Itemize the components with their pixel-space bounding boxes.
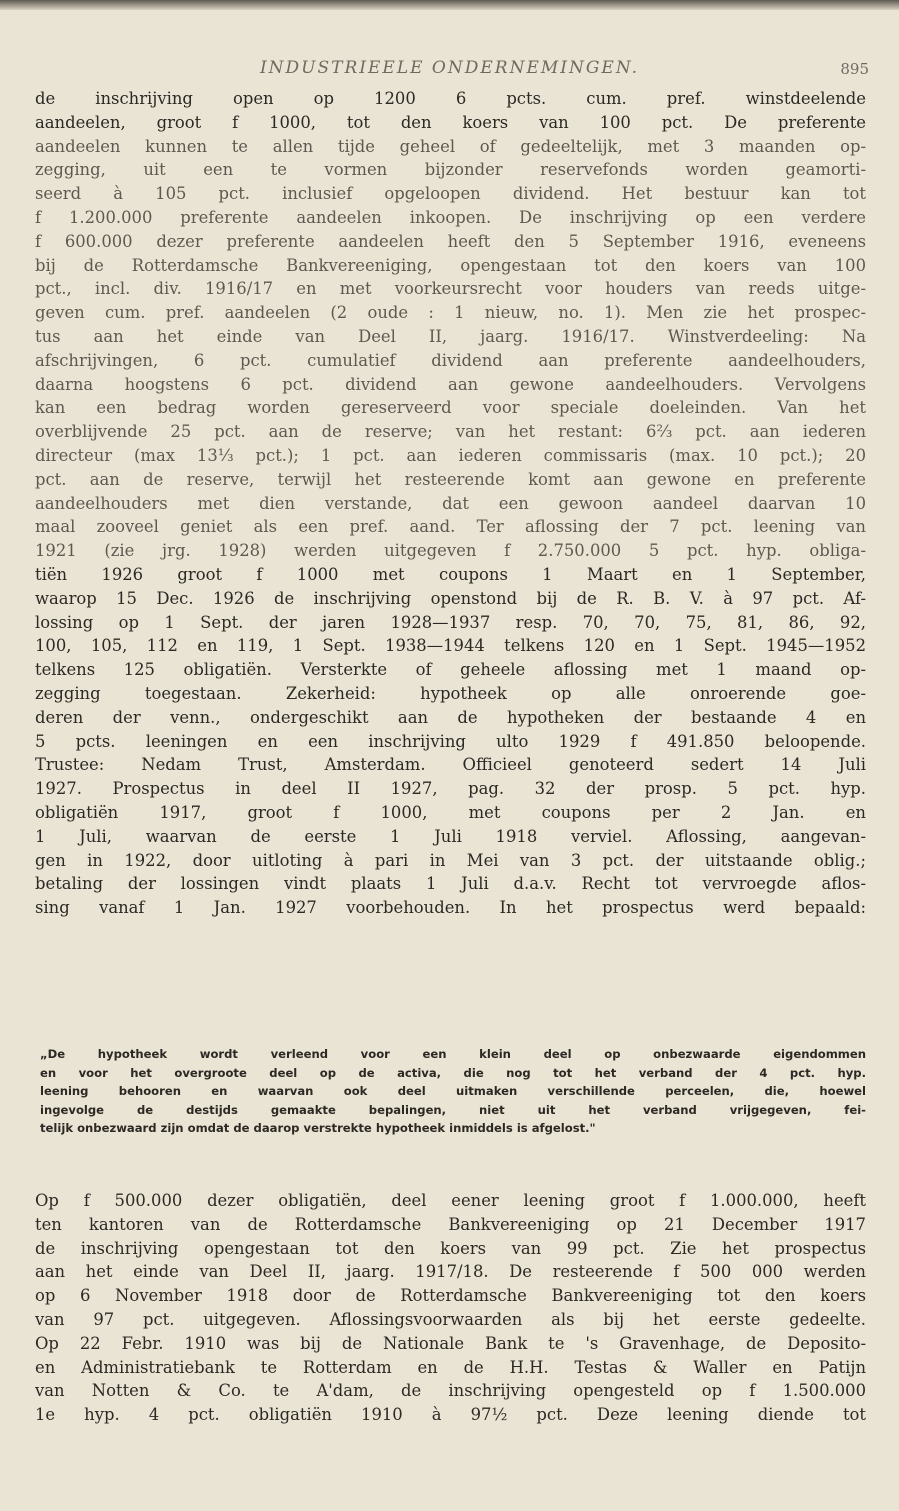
text-line: Op 22 Febr. 1910 was bij de Nationale Bank te 's Gravenhage, de Deposito- [35,1333,866,1353]
text-line: aandeelen, groot f 1000, tot den koers van 100 pct. De preferente [35,112,866,132]
text-line: pct., incl. div. 1916/17 en met voorkeursrecht voor houders van reeds uitge- [35,279,866,299]
text-line: maal zooveel geniet als een pref. aand. Ter aflossing der 7 pct. leening van [35,517,866,537]
text-line: ten kantoren van de Rotterdamsche Bankvereeniging op 21 December 1917 [35,1214,866,1234]
text-line: 100, 105, 112 en 119, 1 Sept. 1938—1944 telkens 120 en 1 Sept. 1945—1952 [35,636,866,656]
text-line: 1927. Prospectus in deel II 1927, pag. 32 der prosp. 5 pct. hyp. [35,779,866,799]
text-line: Op f 500.000 dezer obligatiën, deel eener leening groot f 1.000.000, heeft [35,1191,866,1210]
text-line: sing vanaf 1 Jan. 1927 voorbehouden. In het prospectus werd bepaald: [35,898,866,918]
text-line: tus aan het einde van Deel II, jaarg. 1916/17. Winstverdeeling: Na [35,326,866,346]
page-header [0,58,899,88]
text-line: betaling der lossingen vindt plaats 1 Juli d.a.v. Recht tot vervroegde aflos- [35,874,866,894]
text-line: op 6 November 1918 door de Rotterdamsche Bankvereeniging tot den koers [35,1286,866,1306]
quote-line: telijk onbezwaard zijn omdat de daarop verstrekte hypotheek inmiddels is afgelost." [40,1121,596,1136]
text-line: overblijvende 25 pct. aan de reserve; van het restant: 6⅔ pct. aan iederen [35,422,866,442]
running-title: INDUSTRIEELE ONDERNEMINGEN. [259,58,640,78]
text-line: 1 Juli, waarvan de eerste 1 Juli 1918 verviel. Aflossing, aangevan- [35,826,866,846]
paragraph-loan-details [35,1189,866,1427]
text-line: van 97 pct. uitgegeven. Aflossingsvoorwaarden als bij het eerste gedeelte. [35,1309,866,1329]
paragraph-main [35,87,866,920]
text-line: van Notten & Co. te A'dam, de inschrijving opengesteld op f 1.500.000 [35,1381,866,1401]
text-line: zegging toegestaan. Zekerheid: hypotheek op alle onroerende goe- [35,683,866,703]
quote-line: leening behooren en waarvan ook deel uitmaken verschillende perceelen, die, hoewel [40,1084,866,1099]
text-line: bij de Rotterdamsche Bankvereeniging, opengestaan tot den koers van 100 [35,255,866,275]
text-line: telkens 125 obligatiën. Versterkte of geheele aflossing met 1 maand op- [35,660,866,680]
quote-line: ingevolge de destijds gemaakte bepalingen, niet uit het verband vrijgegeven, fei- [40,1102,866,1117]
text-line: de inschrijving open op 1200 6 pcts. cum. pref. winstdeelende [35,89,866,108]
text-line: de inschrijving opengestaan tot den koers van 99 pct. Zie het prospectus [35,1238,866,1258]
text-line: f 1.200.000 preferente aandeelen inkoopen. De inschrijving op een verdere [35,207,866,227]
text-line: 1e hyp. 4 pct. obligatiën 1910 à 97½ pct. Deze leening diende tot [35,1405,866,1425]
text-line: daarna hoogstens 6 pct. dividend aan gewone aandeelhouders. Vervolgens [35,374,866,394]
text-line: afschrijvingen, 6 pct. cumulatief dividend aan preferente aandeelhouders, [35,350,866,370]
text-line: 1921 (zie jrg. 1928) werden uitgegeven f 2.750.000 5 pct. hyp. obliga- [35,541,866,561]
page-number: 895 [840,60,869,78]
text-line: lossing op 1 Sept. der jaren 1928—1937 resp. 70, 70, 75, 81, 86, 92, [35,612,866,632]
quote-line: „De hypotheek wordt verleend voor een klein deel op onbezwaarde eigendommen [40,1047,866,1061]
text-line: f 600.000 dezer preferente aandeelen heeft den 5 September 1916, eveneens [35,231,866,251]
quote-line: en voor het overgroote deel op de activa, die nog tot het verband der 4 pct. hyp. [40,1065,866,1080]
text-line: geven cum. pref. aandeelen (2 oude : 1 nieuw, no. 1). Men zie het prospec- [35,303,866,323]
text-line: zegging, uit een te vormen bijzonder reservefonds worden geamorti- [35,160,866,180]
text-line: aandeelen kunnen te allen tijde geheel of gedeeltelijk, met 3 maanden op- [35,136,866,156]
text-line: pct. aan de reserve, terwijl het resteerende komt aan gewone en preferente [35,469,866,489]
text-line: 5 pcts. leeningen en een inschrijving ulto 1929 f 491.850 beloopende. [35,731,866,751]
text-line: waarop 15 Dec. 1926 de inschrijving openstond bij de R. B. V. à 97 pct. Af- [35,588,866,608]
text-line: kan een bedrag worden gereserveerd voor speciale doeleinden. Van het [35,398,866,418]
text-line: deren der venn., ondergeschikt aan de hypotheken der bestaande 4 en [35,707,866,727]
quoted-prospectus-clause [40,1045,866,1138]
text-line: gen in 1922, door uitloting à pari in Mei van 3 pct. der uitstaande oblig.; [35,850,866,870]
text-line: seerd à 105 pct. inclusief opgeloopen dividend. Het bestuur kan tot [35,184,866,204]
text-line: aandeelhouders met dien verstande, dat een gewoon aandeel daarvan 10 [35,493,866,513]
text-line: tiën 1926 groot f 1000 met coupons 1 Maart en 1 September, [35,564,866,584]
text-line: Trustee: Nedam Trust, Amsterdam. Officieel genoteerd sedert 14 Juli [35,755,866,775]
text-line: en Administratiebank te Rotterdam en de H.H. Testas & Waller en Patijn [35,1357,866,1377]
text-line: obligatiën 1917, groot f 1000, met coupons per 2 Jan. en [35,802,866,822]
text-line: aan het einde van Deel II, jaarg. 1917/18. De resteerende f 500 000 werden [35,1262,866,1282]
text-line: directeur (max 13⅓ pct.); 1 pct. aan iederen commissaris (max. 10 pct.); 20 [35,445,866,465]
